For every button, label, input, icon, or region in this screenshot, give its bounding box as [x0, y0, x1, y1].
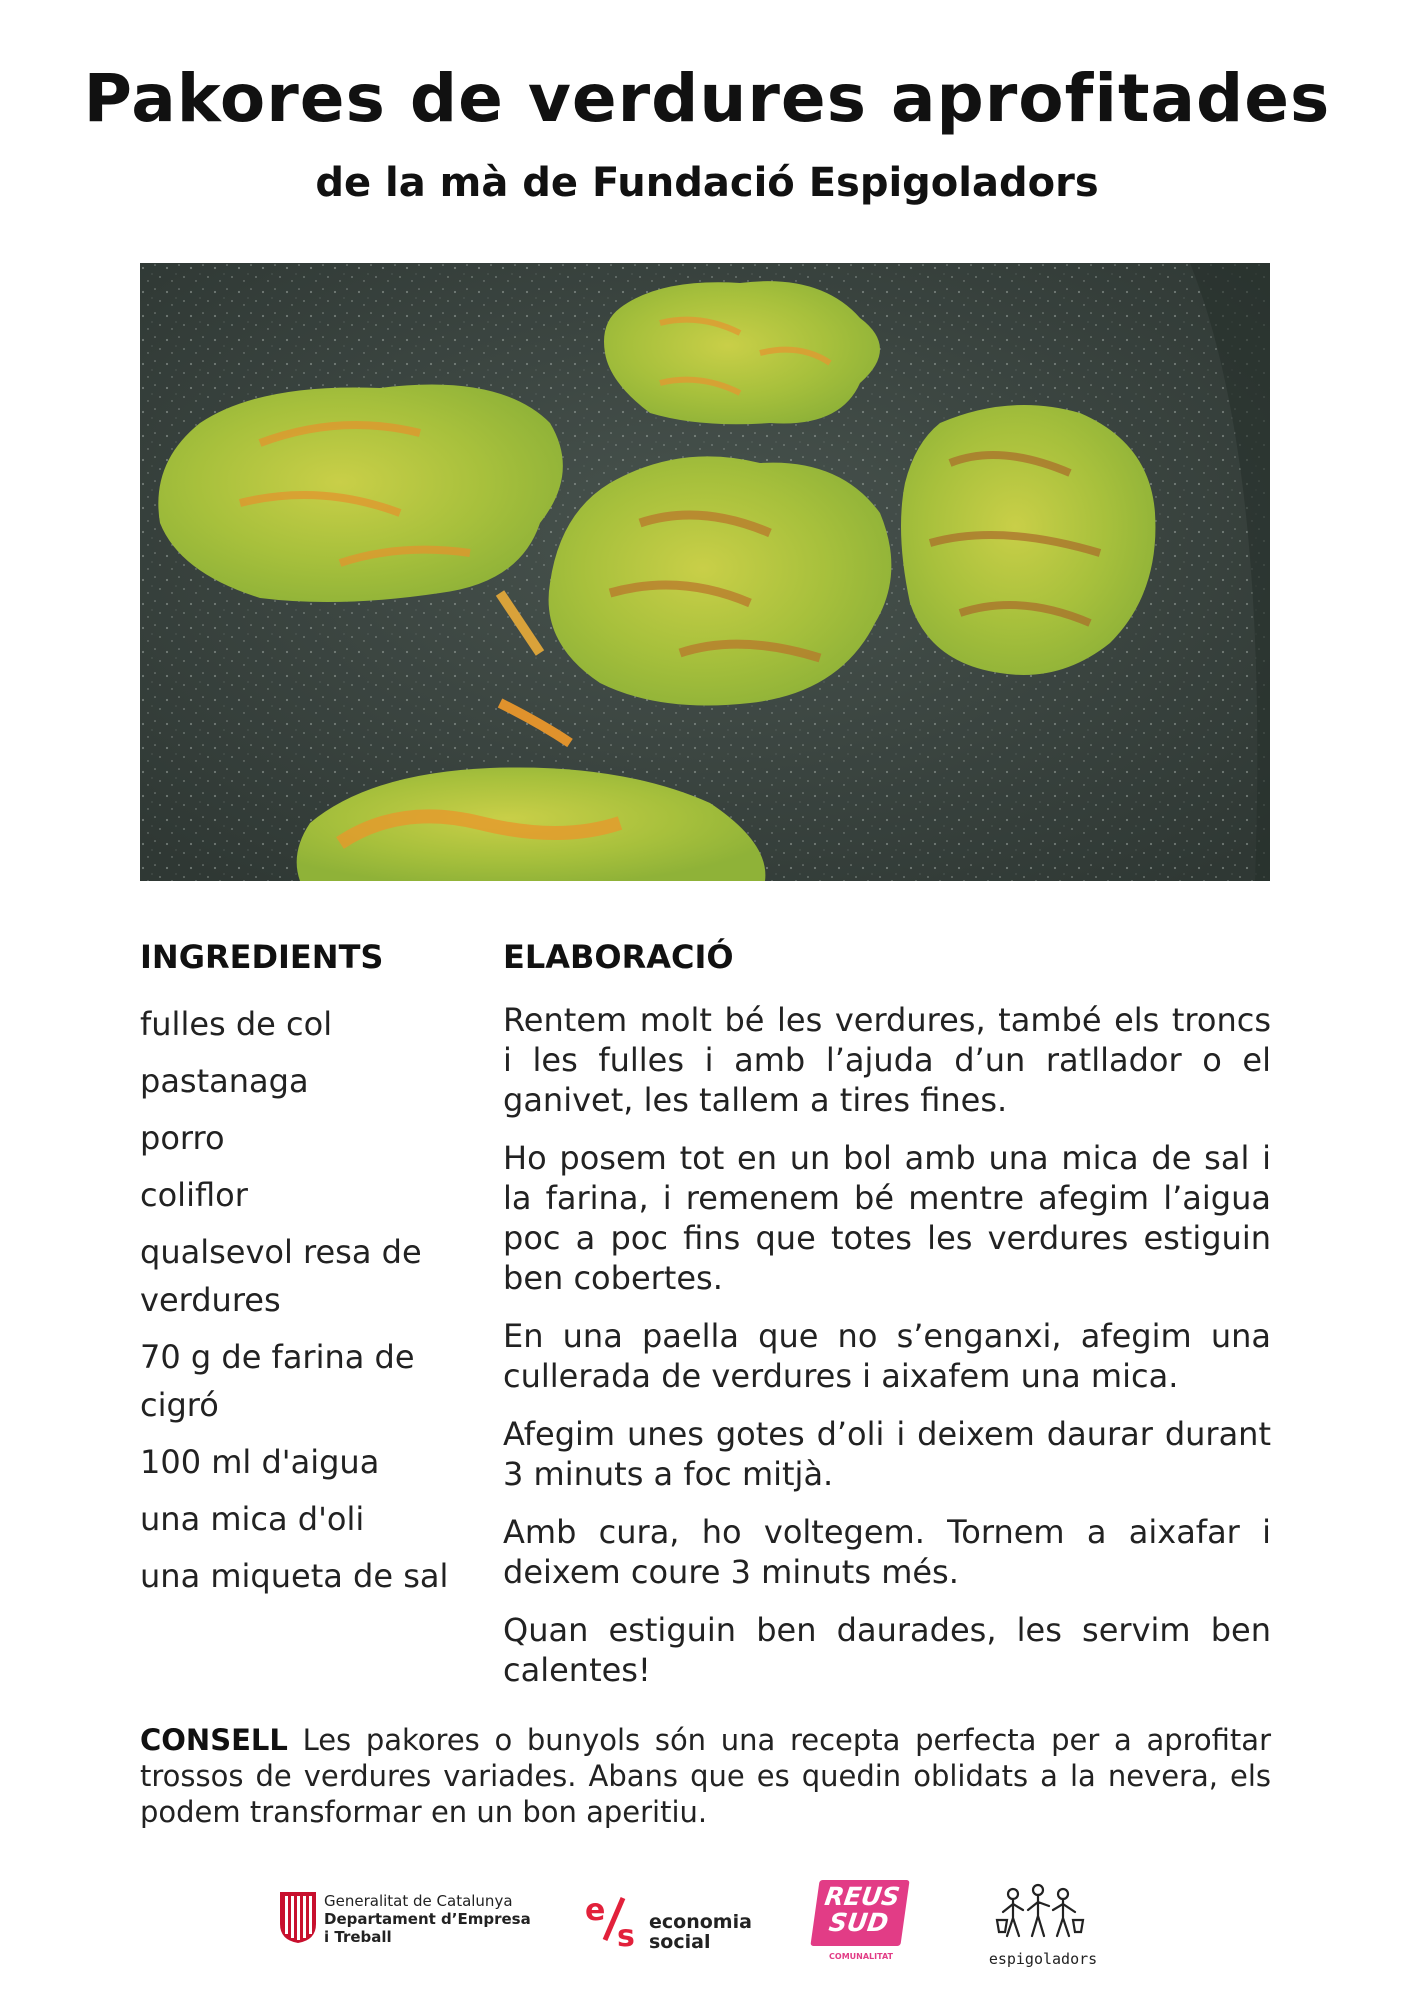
generalitat-line1: Generalitat de Catalunya — [324, 1892, 513, 1910]
pakora-top — [604, 281, 880, 424]
ingredient-item: una miqueta de sal — [140, 1557, 449, 1595]
svg-text:s: s — [617, 1919, 635, 1950]
pakora-right — [901, 405, 1155, 675]
elaboracio-step: Rentem molt bé les verdures, també els troncs i les fulles i amb l’ajuda d’un ratllador o el ganivet, les tallem a tires fines. — [503, 1001, 1271, 1119]
footer-logos — [0, 1880, 1414, 1970]
page-title: Pakores de verdures aprofitades — [83, 60, 1331, 137]
ingredients-heading: INGREDIENTS — [140, 938, 384, 976]
economia-social-line2: social — [649, 1931, 711, 1953]
consell-label: CONSELL — [140, 1723, 288, 1757]
pakora-left — [158, 385, 563, 602]
espigoladors-people-icon — [983, 1880, 1103, 1942]
elaboracio-heading: ELABORACIÓ — [503, 938, 734, 976]
elaboracio-step: Quan estiguin ben daurades, les servim ben calentes! — [503, 1611, 1271, 1689]
consell-text: Les pakores o bunyols són una recepta perfecta per a aprofitar trossos de verdures variades. Abans que es quedin oblidats a la nevera, els podem transformar en un bon aperitiu. — [140, 1723, 1271, 1829]
generalitat-line2: Departament d’Empresa — [324, 1910, 531, 1928]
consell-tip — [140, 1722, 1271, 1830]
generalitat-logo — [278, 1890, 538, 1950]
pakores-photo — [140, 263, 1270, 881]
ingredients-list — [140, 1000, 470, 1609]
elaboracio-step: Amb cura, ho voltegem. Tornem a aixafar i deixem coure 3 minuts més. — [503, 1513, 1271, 1591]
reus-sud-sub: COMUNALITAT — [829, 1952, 893, 1961]
page-subtitle: de la mà de Fundació Espigoladors — [315, 160, 1099, 206]
espigoladors-name: espigoladors — [988, 1950, 1098, 1968]
reus-sud-logo — [815, 1880, 915, 1964]
economia-social-logo — [583, 1890, 763, 1953]
ingredient-item: 70 g de farina de cigró — [140, 1338, 415, 1424]
ingredient-item: pastanaga — [140, 1062, 309, 1100]
economia-social-line1: economia — [649, 1911, 752, 1933]
generalitat-line3: i Treball — [324, 1928, 392, 1946]
ingredient-item: qualsevol resa de verdures — [140, 1233, 422, 1319]
ingredient-item: fulles de col — [140, 1005, 333, 1043]
reus-sud-line1: REUS — [822, 1882, 902, 1911]
reus-sud-line2: SUD — [827, 1908, 891, 1937]
ingredient-item: una mica d'oli — [140, 1500, 365, 1538]
ingredient-item: porro — [140, 1119, 225, 1157]
generalitat-shield-icon — [278, 1890, 318, 1944]
ingredient-item: 100 ml d'aigua — [140, 1443, 380, 1481]
elaboracio-steps — [503, 1000, 1271, 1708]
svg-text:e: e — [585, 1893, 606, 1928]
elaboracio-step: Ho posem tot en un bol amb una mica de sal i la farina, i remenem bé mentre afegim l’aigua poc a poc fins que totes les verdures estiguin ben cobertes. — [503, 1139, 1271, 1297]
ingredient-item: coliflor — [140, 1176, 248, 1214]
elaboracio-step: Afegim unes gotes d’oli i deixem daurar durant 3 minuts a foc mitjà. — [503, 1415, 1271, 1493]
economia-social-symbol-icon — [583, 1890, 643, 1950]
espigoladors-logo — [983, 1880, 1103, 1970]
elaboracio-step: En una paella que no s’enganxi, afegim una cullerada de verdures i aixafem una mica. — [503, 1317, 1271, 1395]
